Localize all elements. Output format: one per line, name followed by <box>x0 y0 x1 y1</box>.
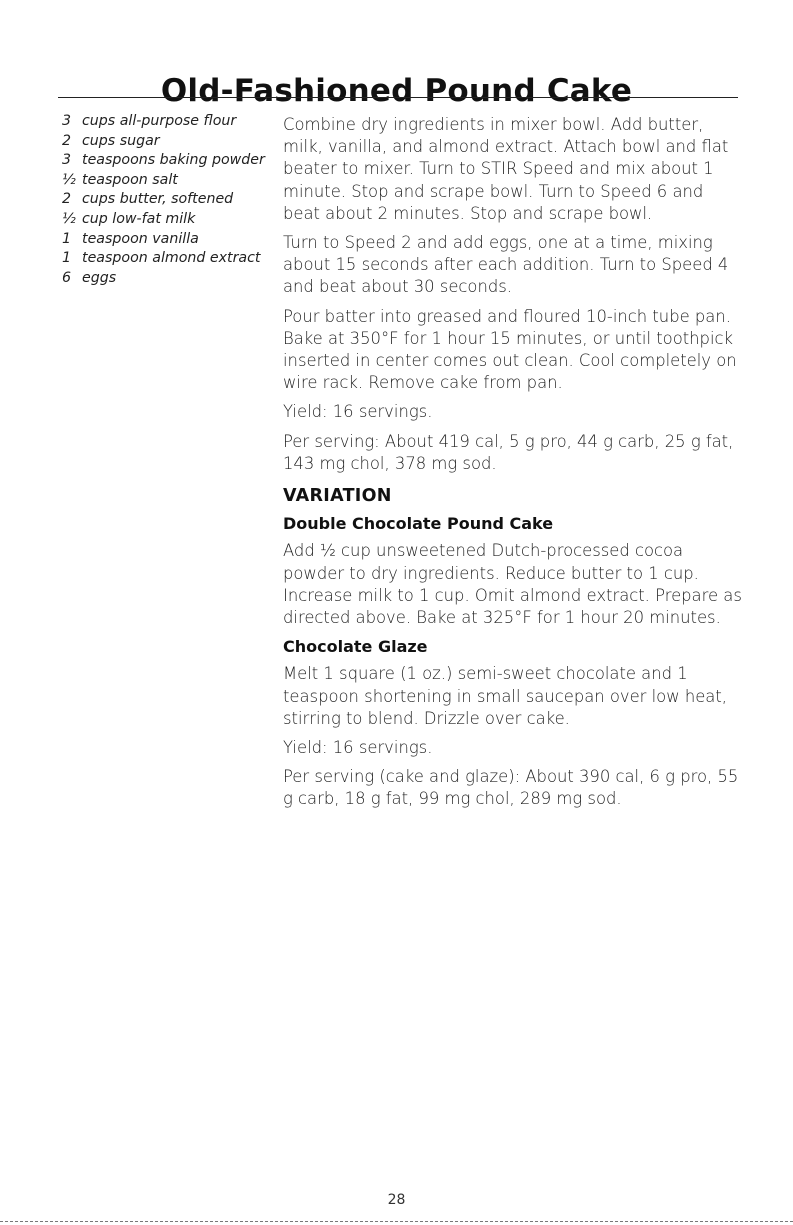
glaze-text: Melt 1 square (1 oz.) semi-sweet chocolate and 1 teaspoon shortening in small saucepan over low heat, stirring to blend. Drizzle over cake. <box>283 664 727 728</box>
ingredient-text: cups all-purpose flour <box>82 113 237 129</box>
ingredient-item <box>60 112 280 132</box>
ingredient-item <box>60 230 280 250</box>
recipe-yield: Yield: 16 servings. <box>283 402 433 422</box>
ingredient-text: eggs <box>82 269 117 286</box>
ingredient-qty: ½ <box>62 171 76 188</box>
direction-step: Pour batter into greased and floured 10-inch tube pan. Bake at 350°F for 1 hour 15 minutes, or until toothpick inserted in center comes out clean. Cool completely on wire rack. Remove cake from pan. <box>283 306 737 393</box>
ingredient-text: cup low-fat milk <box>82 210 196 227</box>
variation-heading: VARIATION <box>283 486 392 507</box>
page-title: Old-Fashioned Pound Cake <box>160 72 633 109</box>
ingredient-qty: 2 <box>62 191 72 208</box>
ingredient-item <box>60 171 280 191</box>
page-bottom-edge <box>0 1221 793 1222</box>
title-divider <box>58 97 738 98</box>
ingredient-text: teaspoons baking powder <box>82 152 265 169</box>
ingredient-item <box>60 151 280 171</box>
ingredient-qty: 6 <box>62 269 72 286</box>
ingredient-qty: 3 <box>62 113 72 129</box>
ingredient-item <box>60 249 280 269</box>
ingredient-qty: 1 <box>62 230 72 247</box>
ingredient-qty: ½ <box>62 210 76 227</box>
ingredient-text: teaspoon vanilla <box>82 230 199 247</box>
glaze-title: Chocolate Glaze <box>283 637 428 657</box>
glaze-yield: Yield: 16 servings. <box>283 738 433 758</box>
ingredient-qty: 2 <box>62 132 72 149</box>
glaze-nutrition: Per serving (cake and glaze): About 390 cal, 6 g pro, 55 g carb, 18 g fat, 99 mg chol, 289 mg sod. <box>283 767 739 809</box>
recipe-nutrition: Per serving: About 419 cal, 5 g pro, 44 g carb, 25 g fat, 143 mg chol, 378 mg sod. <box>283 431 734 473</box>
recipe-body <box>283 114 745 818</box>
ingredient-item <box>60 132 280 152</box>
direction-step: Turn to Speed 2 and add eggs, one at a time, mixing about 15 seconds after each addition. Turn to Speed 4 and beat about 30 seconds. <box>283 233 729 297</box>
variation-text: Add ½ cup unsweetened Dutch-processed cocoa powder to dry ingredients. Reduce butter to 1 cup. Increase milk to 1 cup. Omit almond extract. Prepare as directed above. Bake at 325°F for 1 hour 20 minutes. <box>283 541 742 628</box>
ingredient-qty: 1 <box>62 250 72 267</box>
variation-title: Double Chocolate Pound Cake <box>283 514 554 534</box>
ingredient-item <box>60 190 280 210</box>
ingredient-text: cups butter, softened <box>82 191 234 208</box>
ingredient-list <box>60 112 280 288</box>
ingredient-text: teaspoon almond extract <box>82 250 261 267</box>
direction-step: Combine dry ingredients in mixer bowl. Add butter, milk, vanilla, and almond extract. Attach bowl and flat beater to mixer. Turn to STIR Speed and mix about 1 minute. Stop and scrape bowl. Turn to Speed 6 and beat about 2 minutes. Stop and scrape bowl. <box>283 115 729 223</box>
ingredient-text: teaspoon salt <box>82 171 178 188</box>
ingredient-item <box>60 210 280 230</box>
ingredient-item <box>60 269 280 289</box>
ingredient-text: cups sugar <box>82 132 160 149</box>
page-number: 28 <box>387 1192 406 1208</box>
ingredient-qty: 3 <box>62 152 72 169</box>
